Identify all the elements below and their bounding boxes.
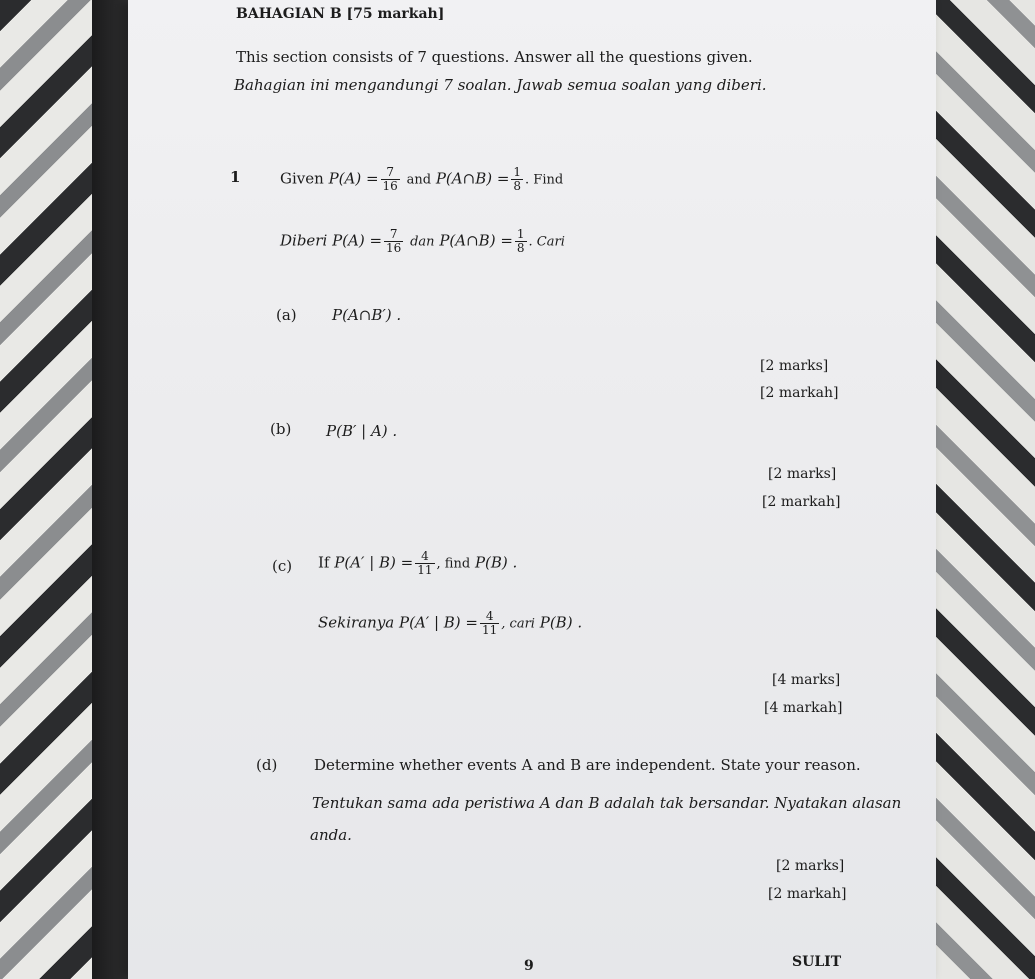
cond-fraction: [415, 550, 434, 577]
cond-numerator-ms: 4: [480, 610, 499, 624]
cond-lhs: P(A′ | B) =: [334, 553, 414, 572]
pa-lhs-ms: P(A) =: [332, 231, 383, 250]
part-c-malay: [318, 610, 582, 637]
part-d-marks-en: [2 marks]: [776, 858, 845, 874]
part-d-english: Determine whether events A and B are independent. State your reason.: [314, 756, 861, 774]
cond-denominator-ms: 11: [482, 623, 498, 637]
part-c-marks-en: [4 marks]: [772, 672, 841, 688]
pa-numerator: 7: [381, 166, 400, 180]
part-b-marks-ms: [2 markah]: [762, 494, 841, 510]
pab-lhs-ms: P(A∩B) =: [439, 231, 513, 250]
pab-numerator: 1: [513, 165, 522, 179]
intro-english: This section consists of 7 questions. Answer all the questions given.: [236, 48, 753, 66]
pa-fraction-ms: [384, 228, 403, 255]
pab-fraction-ms: [515, 228, 527, 255]
cond-lhs-ms: P(A′ | B) =: [399, 613, 478, 632]
part-a-marks-ms: [2 markah]: [760, 385, 839, 401]
cond-fraction-ms: [480, 610, 499, 637]
part-c-english: [318, 550, 517, 577]
diberi-label: Diberi: [280, 231, 328, 250]
pab-lhs: P(A∩B) =: [435, 169, 510, 188]
part-c-label: (c): [272, 557, 293, 575]
part-d-malay-line2: anda.: [310, 826, 352, 844]
page-number: 9: [524, 958, 534, 974]
cond-denominator: 11: [417, 563, 433, 577]
dan-label: dan: [410, 234, 435, 250]
pab-denominator-ms: 8: [516, 241, 525, 255]
target-expr-ms: P(B) .: [539, 613, 583, 632]
pab-numerator-ms: 1: [516, 227, 525, 241]
and-label: and: [406, 172, 432, 188]
classification-label: SULIT: [792, 954, 842, 970]
pab-denominator: 8: [513, 179, 522, 193]
find-label: . Find: [525, 172, 564, 188]
pa-denominator-ms: 16: [386, 241, 402, 255]
target-expr: P(B) .: [474, 553, 518, 572]
given-label: Given: [280, 169, 324, 188]
cari-label: . Cari: [528, 234, 565, 250]
part-a-marks-en: [2 marks]: [760, 358, 829, 374]
part-d-malay-line1: Tentukan sama ada peristiwa A dan B adalah tak bersandar. Nyatakan alasan: [312, 794, 902, 812]
section-title: BAHAGIAN B [75 markah]: [236, 6, 445, 22]
part-a-expression: P(A∩B′) .: [332, 306, 402, 324]
pa-fraction: [381, 166, 400, 193]
given-line-english: [280, 166, 563, 193]
part-a-label: (a): [276, 306, 297, 324]
part-b-marks-en: [2 marks]: [768, 466, 837, 482]
part-d-label: (d): [256, 756, 278, 774]
given-line-malay: [280, 228, 565, 255]
question-number: 1: [230, 168, 241, 186]
pa-numerator-ms: 7: [384, 228, 403, 242]
pa-lhs: P(A) =: [328, 169, 379, 188]
cari-label-c: , cari: [501, 616, 535, 632]
exam-page: [128, 0, 936, 979]
part-b-label: (b): [270, 420, 292, 438]
part-d-marks-ms: [2 markah]: [768, 886, 847, 902]
part-b-expression: P(B′ | A) .: [326, 422, 398, 440]
find-label-c: , find: [436, 556, 471, 572]
intro-malay: Bahagian ini mengandungi 7 soalan. Jawab semua soalan yang diberi.: [234, 76, 767, 94]
if-label: If: [318, 553, 330, 572]
part-c-marks-ms: [4 markah]: [764, 700, 843, 716]
pab-fraction: [511, 166, 523, 193]
sekiranya-label: Sekiranya: [318, 613, 395, 632]
pa-denominator: 16: [382, 179, 398, 193]
cond-numerator: 4: [415, 550, 434, 564]
